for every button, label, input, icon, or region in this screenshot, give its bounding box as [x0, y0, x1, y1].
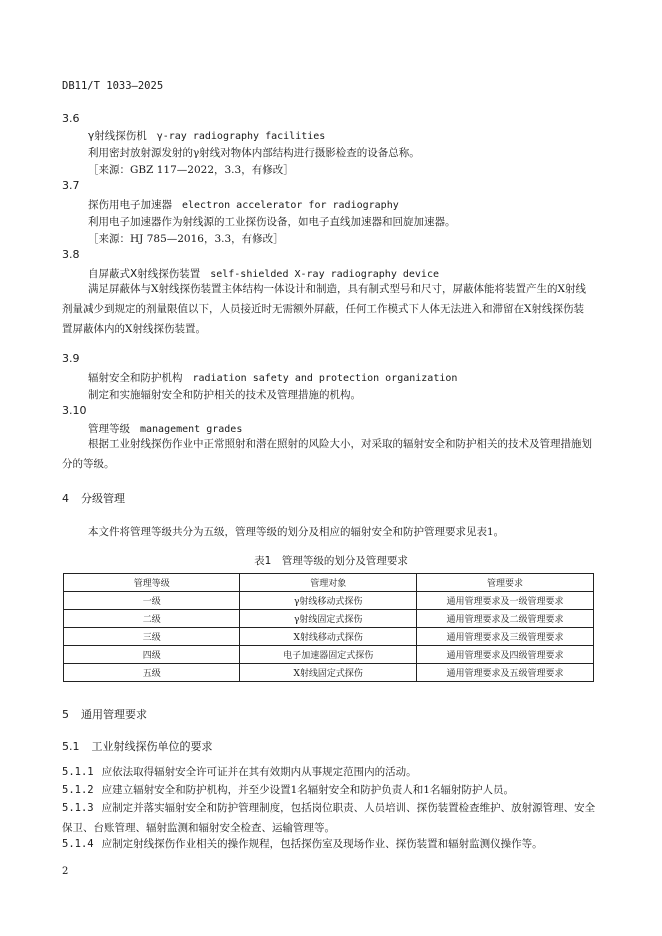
table-cell: 二级 — [64, 610, 240, 628]
table-cell: 通用管理要求及四级管理要求 — [416, 646, 593, 664]
term-title-cn: 自屏蔽式X射线探伤装置 — [88, 268, 201, 280]
section-title: 通用管理要求 — [81, 708, 147, 721]
table-cell: 电子加速器固定式探伤 — [240, 646, 416, 664]
clause-text: 应依法取得辐射安全许可证并在其有效期内从事规定范围内的活动。 — [101, 766, 417, 778]
term-title-en: radiation safety and protection organization — [192, 373, 458, 384]
section-title: 分级管理 — [81, 492, 125, 505]
clause — [62, 780, 602, 800]
term-title-en: γ-ray radiography facilities — [156, 131, 326, 142]
clause-number: 5.1.1 — [62, 766, 94, 778]
clause — [62, 834, 602, 854]
term-title-cn: γ射线探伤机 — [88, 130, 147, 142]
table-cell: 通用管理要求及三级管理要求 — [416, 628, 593, 646]
management-grade-table — [63, 573, 594, 682]
clause — [62, 798, 602, 838]
clause-number: 5.1.4 — [62, 838, 94, 850]
table-row — [64, 646, 594, 664]
table-row — [64, 592, 594, 610]
table-cell: γ射线固定式探伤 — [240, 610, 416, 628]
table-caption: 表1 管理等级的划分及管理要求 — [254, 555, 408, 567]
table-cell: X射线固定式探伤 — [240, 664, 416, 682]
term-title-cn: 管理等级 — [88, 423, 130, 435]
table-cell: 一级 — [64, 592, 240, 610]
table-cell: 四级 — [64, 646, 240, 664]
term-number: 3.9 — [62, 352, 80, 365]
term-title-en: self-shielded X-ray radiography device — [210, 269, 439, 280]
term-title-en: management grades — [140, 424, 243, 435]
table-cell: 通用管理要求及五级管理要求 — [416, 664, 593, 682]
table-cell: γ射线移动式探伤 — [240, 592, 416, 610]
term-number: 3.8 — [62, 248, 80, 261]
clause-number: 5.1.2 — [62, 784, 94, 796]
term-number: 3.10 — [62, 404, 87, 417]
clause-text: 应制定射线探伤作业相关的操作规程，包括探伤室及现场作业、探伤装置和辐射监测仪操作等。 — [101, 838, 543, 850]
term-definition: 制定和实施辐射安全和防护相关的技术及管理措施的机构。 — [88, 389, 361, 401]
table-row — [64, 628, 594, 646]
page-number: 2 — [62, 866, 69, 877]
section-heading — [62, 706, 147, 722]
clause-number: 5.1.3 — [62, 802, 94, 814]
term-title — [88, 197, 399, 212]
table-cell: 三级 — [64, 628, 240, 646]
section-intro: 本文件将管理等级共分为五级，管理等级的划分及相应的辐射安全和防护管理要求见表1。 — [88, 526, 505, 538]
column-header: 管理对象 — [240, 574, 416, 592]
term-number: 3.7 — [62, 179, 80, 192]
clause-text: 应制定并落实辐射安全和防护管理制度，包括岗位职责、人员培训、探伤装置检查维护、放射源管理、安全保卫、台账管理、辐射监测和辐射安全检查、运输管理等。 — [62, 802, 596, 834]
subsection-title: 工业射线探伤单位的要求 — [91, 740, 213, 753]
table-cell: X射线移动式探伤 — [240, 628, 416, 646]
column-header: 管理等级 — [64, 574, 240, 592]
clause — [62, 762, 602, 782]
term-title — [88, 370, 457, 385]
table-row — [64, 664, 594, 682]
term-definition: 根据工业射线探伤作业中正常照射和潜在照射的风险大小，对采取的辐射安全和防护相关的技术及管理措施划分的等级。 — [62, 438, 592, 470]
table-cell: 五级 — [64, 664, 240, 682]
section-number: 5 — [62, 708, 69, 721]
clause-text: 应建立辐射安全和防护机构，并至少设置1名辐射安全和防护负责人和1名辐射防护人员。 — [101, 784, 514, 796]
column-header: 管理要求 — [416, 574, 593, 592]
term-definition: 利用密封放射源发射的γ射线对物体内部结构进行摄影检查的设备总称。 — [88, 147, 420, 159]
term-title — [88, 128, 325, 143]
section-number: 4 — [62, 492, 69, 505]
table-cell: 通用管理要求及二级管理要求 — [416, 610, 593, 628]
term-title-cn: 探伤用电子加速器 — [88, 199, 172, 211]
table-row — [64, 610, 594, 628]
document-header-id: DB11/T 1033—2025 — [62, 80, 164, 92]
subsection-heading — [62, 738, 213, 754]
term-source: ［来源：HJ 785—2016，3.3，有修改］ — [88, 233, 284, 245]
term-source: ［来源：GBZ 117—2022，3.3，有修改］ — [88, 164, 294, 176]
term-definition: 利用电子加速器作为射线源的工业探伤设备，如电子直线加速器和回旋加速器。 — [88, 216, 456, 228]
table-cell: 通用管理要求及一级管理要求 — [416, 592, 593, 610]
table-header-row — [64, 574, 594, 592]
term-title-cn: 辐射安全和防护机构 — [88, 372, 183, 384]
subsection-number: 5.1 — [62, 740, 80, 753]
term-number: 3.6 — [62, 112, 80, 125]
term-title-en: electron accelerator for radiography — [182, 200, 399, 211]
section-heading — [62, 490, 125, 506]
term-definition: 满足屏蔽体与X射线探伤装置主体结构一体设计和制造，具有制式型号和尺寸，屏蔽体能将装置产生的X射线剂量减少到规定的剂量限值以下，人员接近时无需额外屏蔽，任何工作模式下人体无法进入和滞留在X射线探伤装置屏蔽体内的X射线探伤装置。 — [62, 283, 586, 335]
